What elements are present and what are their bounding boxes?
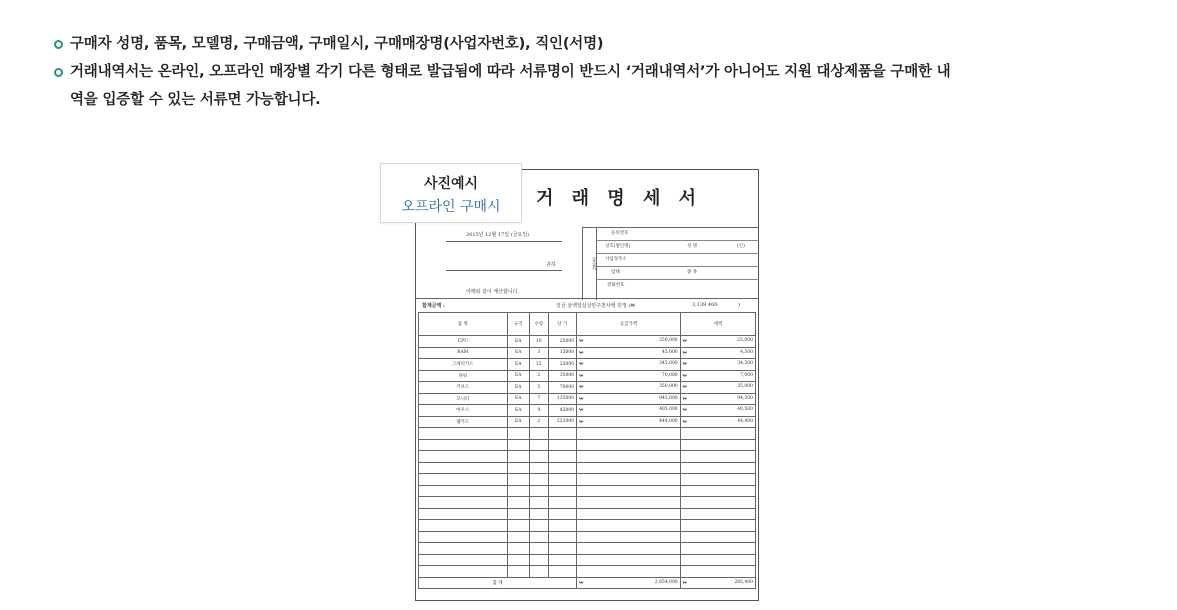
column-header: 공급가액: [577, 313, 681, 336]
table-row: [419, 359, 756, 371]
empty-cell: [529, 462, 548, 474]
empty-cell: [507, 428, 529, 440]
empty-cell: [529, 520, 548, 532]
column-header: 세액: [680, 313, 755, 336]
invoice-date: 2015년 12월 17일 (금요일): [466, 232, 530, 238]
empty-cell: [680, 428, 755, 440]
item-supply: [577, 336, 681, 348]
supply-value: 945,000: [659, 395, 678, 401]
currency-sign: ₩: [579, 339, 584, 345]
empty-cell: [507, 531, 529, 543]
divider: [416, 298, 758, 299]
item-supply: [577, 359, 681, 371]
total-label: 합계금액 :: [422, 303, 445, 309]
item-tax: [680, 336, 755, 348]
empty-cell: [548, 566, 577, 578]
table-row: [419, 336, 756, 348]
empty-row: [419, 474, 756, 486]
empty-cell: [680, 451, 755, 463]
item-name: 램카드: [419, 416, 508, 428]
item-price: 25000: [548, 336, 577, 348]
requirement-text-continued: 역을 입증할 수 있는 서류면 가능합니다.: [70, 92, 321, 108]
column-header: 품 명: [419, 313, 508, 336]
empty-cell: [419, 554, 508, 566]
empty-cell: [529, 554, 548, 566]
example-caption: [380, 163, 522, 223]
item-supply: [577, 405, 681, 417]
item-price: 23000: [548, 359, 577, 371]
empty-cell: [419, 531, 508, 543]
total-text: 일금 삼백일십삼만구천사백 원정 (₩: [556, 303, 636, 309]
sum-tax-value: 285,400: [734, 579, 753, 585]
invoice-title: 거 래 명 세 서: [536, 188, 703, 209]
sum-tax: [680, 577, 755, 589]
empty-cell: [577, 428, 681, 440]
empty-row: [419, 554, 756, 566]
empty-cell: [507, 566, 529, 578]
item-tax: [680, 405, 755, 417]
total-close: ): [738, 302, 740, 308]
empty-row: [419, 497, 756, 509]
requirement-text: 거래내역서는 온라인, 오프라인 매장별 각기 다른 형태로 발급됨에 따라 서류명이 반드시 ‘거래내역서’가 아니어도 지원 대상제품을 구매한 내: [70, 64, 951, 80]
empty-cell: [548, 428, 577, 440]
empty-row: [419, 428, 756, 440]
currency-sign: ₩: [579, 580, 584, 586]
empty-row: [419, 508, 756, 520]
empty-cell: [680, 554, 755, 566]
empty-row: [419, 462, 756, 474]
tax-value: 40,500: [737, 407, 753, 413]
empty-cell: [577, 451, 681, 463]
item-price: 15000: [548, 347, 577, 359]
supplier-row: 전화번호: [607, 283, 625, 288]
item-qty: 5: [529, 382, 548, 394]
item-qty: 15: [529, 359, 548, 371]
empty-cell: [548, 462, 577, 474]
item-name: 파워: [419, 370, 508, 382]
tax-value: 34,500: [737, 361, 753, 367]
currency-sign: ₩: [682, 419, 687, 425]
item-price: 135000: [548, 393, 577, 405]
supplier-row: 상호(법인명) 성 명 (인): [597, 241, 759, 254]
item-price: 222000: [548, 416, 577, 428]
sum-supply: [577, 577, 681, 589]
currency-sign: ₩: [682, 350, 687, 356]
total-value: 3,139,400: [692, 302, 718, 308]
supply-value: 345,000: [659, 361, 678, 367]
empty-cell: [419, 451, 508, 463]
tax-value: 35,000: [737, 384, 753, 390]
empty-cell: [680, 485, 755, 497]
empty-cell: [577, 531, 681, 543]
column-header: 규격: [507, 313, 529, 336]
supplier-label: 공급자: [583, 228, 597, 300]
empty-cell: [548, 520, 577, 532]
caption-subtitle: 오프라인 구매시: [401, 199, 501, 215]
item-qty: 2: [529, 416, 548, 428]
empty-cell: [680, 520, 755, 532]
item-name: 모니터: [419, 393, 508, 405]
currency-sign: ₩: [579, 396, 584, 402]
item-qty: 3: [529, 347, 548, 359]
empty-cell: [529, 543, 548, 555]
empty-cell: [680, 531, 755, 543]
item-price: 45000: [548, 405, 577, 417]
column-header: 단 가: [548, 313, 577, 336]
table-row: [419, 347, 756, 359]
empty-cell: [507, 474, 529, 486]
empty-cell: [577, 543, 681, 555]
item-supply: [577, 416, 681, 428]
empty-cell: [548, 531, 577, 543]
supply-value: 405,000: [659, 407, 678, 413]
item-price: 70000: [548, 382, 577, 394]
empty-cell: [577, 439, 681, 451]
empty-cell: [577, 474, 681, 486]
empty-cell: [507, 439, 529, 451]
table-row: [419, 416, 756, 428]
empty-cell: [419, 543, 508, 555]
empty-cell: [529, 497, 548, 509]
empty-row: [419, 566, 756, 578]
empty-cell: [680, 462, 755, 474]
supplier-box: [582, 227, 759, 300]
item-unit: EA: [507, 336, 529, 348]
item-tax: [680, 416, 755, 428]
empty-cell: [577, 508, 681, 520]
empty-cell: [680, 474, 755, 486]
empty-cell: [680, 439, 755, 451]
tax-value: 94,500: [737, 395, 753, 401]
currency-sign: ₩: [682, 385, 687, 391]
table-row: [419, 382, 756, 394]
divider: [446, 241, 562, 242]
empty-cell: [507, 462, 529, 474]
item-tax: [680, 370, 755, 382]
tax-value: 25,000: [737, 338, 753, 344]
currency-sign: ₩: [682, 580, 687, 586]
empty-cell: [419, 474, 508, 486]
currency-sign: ₩: [579, 350, 584, 356]
empty-row: [419, 485, 756, 497]
item-price: 35000: [548, 370, 577, 382]
currency-sign: ₩: [682, 396, 687, 402]
table-row: [419, 370, 756, 382]
invoice-document: [415, 169, 759, 601]
requirement-text: 구매자 성명, 품목, 모델명, 구매금액, 구매일시, 구매매장명(사업자번호), 직인(서명): [70, 36, 604, 52]
empty-cell: [577, 566, 681, 578]
empty-cell: [419, 520, 508, 532]
tax-value: 7,000: [740, 372, 753, 378]
item-supply: [577, 370, 681, 382]
supplier-rows: [597, 228, 759, 292]
empty-cell: [548, 497, 577, 509]
currency-sign: ₩: [579, 419, 584, 425]
supplier-row: 등록번호: [597, 228, 759, 241]
empty-cell: [419, 508, 508, 520]
empty-cell: [577, 554, 681, 566]
empty-cell: [507, 508, 529, 520]
item-qty: 7: [529, 393, 548, 405]
empty-cell: [577, 462, 681, 474]
tax-value: 44,400: [737, 418, 753, 424]
currency-sign: ₩: [579, 373, 584, 379]
supplier-row: 사업장주소: [597, 254, 759, 267]
empty-cell: [529, 531, 548, 543]
empty-cell: [577, 497, 681, 509]
empty-row: [419, 451, 756, 463]
empty-row: [419, 543, 756, 555]
item-qty: 10: [529, 336, 548, 348]
bullet-circle-icon: [54, 40, 63, 49]
item-unit: EA: [507, 416, 529, 428]
empty-cell: [680, 543, 755, 555]
item-unit: EA: [507, 405, 529, 417]
item-name: 마우스: [419, 405, 508, 417]
empty-cell: [548, 508, 577, 520]
invoice-note: 아래와 같이 계산합니다.: [466, 289, 520, 295]
currency-sign: ₩: [682, 408, 687, 414]
empty-cell: [529, 428, 548, 440]
item-supply: [577, 382, 681, 394]
supply-value: 350,000: [659, 384, 678, 390]
empty-cell: [419, 439, 508, 451]
invoice-items-table: [418, 312, 756, 589]
empty-cell: [548, 439, 577, 451]
empty-cell: [419, 497, 508, 509]
currency-sign: ₩: [579, 408, 584, 414]
invoice-example-figure: [380, 163, 760, 603]
item-unit: EA: [507, 370, 529, 382]
sum-supply-value: 2,854,000: [654, 579, 678, 585]
item-tax: [680, 382, 755, 394]
empty-cell: [529, 451, 548, 463]
empty-cell: [419, 428, 508, 440]
empty-cell: [548, 485, 577, 497]
item-name: 그래픽카드: [419, 359, 508, 371]
empty-cell: [577, 520, 681, 532]
empty-cell: [529, 508, 548, 520]
item-name: RAM: [419, 347, 508, 359]
item-unit: EA: [507, 359, 529, 371]
item-unit: EA: [507, 347, 529, 359]
supply-value: 70,000: [661, 372, 678, 378]
item-unit: EA: [507, 382, 529, 394]
supply-value: 444,000: [659, 418, 678, 424]
empty-cell: [529, 439, 548, 451]
item-tax: [680, 393, 755, 405]
column-header: 수량: [529, 313, 548, 336]
requirement-item: [54, 58, 1134, 114]
item-name: CPU: [419, 336, 508, 348]
empty-cell: [529, 474, 548, 486]
table-row: [419, 393, 756, 405]
supplier-row: 업태 종 목: [597, 267, 759, 280]
empty-cell: [548, 474, 577, 486]
empty-cell: [507, 497, 529, 509]
empty-row: [419, 531, 756, 543]
item-qty: 2: [529, 370, 548, 382]
item-tax: [680, 359, 755, 371]
empty-cell: [548, 554, 577, 566]
empty-cell: [507, 543, 529, 555]
empty-cell: [577, 485, 681, 497]
table-row: [419, 405, 756, 417]
caption-title: 사진예시: [423, 176, 479, 192]
requirement-item: [54, 30, 1134, 58]
item-tax: [680, 347, 755, 359]
empty-cell: [548, 543, 577, 555]
empty-cell: [419, 485, 508, 497]
currency-sign: ₩: [682, 373, 687, 379]
empty-cell: [529, 566, 548, 578]
supply-value: 250,000: [659, 338, 678, 344]
empty-cell: [529, 485, 548, 497]
empty-cell: [680, 497, 755, 509]
currency-sign: ₩: [579, 362, 584, 368]
table-header-row: [419, 313, 756, 336]
item-unit: EA: [507, 393, 529, 405]
empty-cell: [507, 520, 529, 532]
empty-cell: [680, 508, 755, 520]
item-qty: 9: [529, 405, 548, 417]
empty-cell: [680, 566, 755, 578]
item-supply: [577, 393, 681, 405]
empty-row: [419, 520, 756, 532]
currency-sign: ₩: [579, 385, 584, 391]
empty-cell: [419, 566, 508, 578]
empty-cell: [507, 451, 529, 463]
bullet-circle-icon: [54, 68, 63, 77]
sum-label: 합 계: [419, 577, 577, 589]
invoice-to-suffix: 귀하: [546, 262, 556, 268]
empty-cell: [548, 451, 577, 463]
sum-row: [419, 577, 756, 589]
divider: [446, 270, 562, 271]
supply-value: 45,000: [661, 349, 678, 355]
empty-cell: [507, 485, 529, 497]
item-name: 키보드: [419, 382, 508, 394]
item-supply: [577, 347, 681, 359]
tax-value: 4,500: [740, 349, 753, 355]
currency-sign: ₩: [682, 339, 687, 345]
requirements-list: [54, 30, 1134, 114]
empty-cell: [419, 462, 508, 474]
empty-row: [419, 439, 756, 451]
currency-sign: ₩: [682, 362, 687, 368]
empty-cell: [507, 554, 529, 566]
